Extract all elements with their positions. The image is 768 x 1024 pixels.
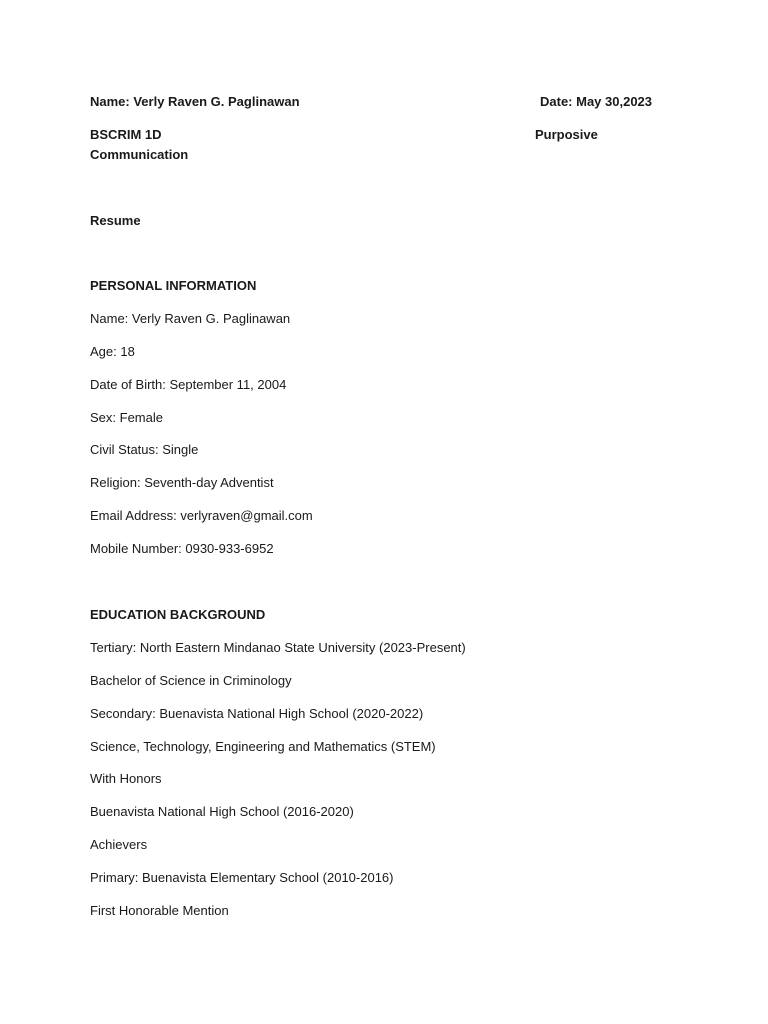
- personal-info-age: Age: 18: [90, 344, 135, 359]
- education-primary-award: First Honorable Mention: [90, 903, 229, 918]
- education-secondary-strand: Science, Technology, Engineering and Mathematics (STEM): [90, 739, 436, 754]
- personal-info-civil-status: Civil Status: Single: [90, 442, 199, 457]
- education-background-heading: EDUCATION BACKGROUND: [90, 607, 266, 622]
- header-name: Name: Verly Raven G. Paglinawan: [90, 94, 300, 109]
- header-date: Date: May 30,2023: [540, 94, 653, 109]
- personal-info-mobile: Mobile Number: 0930-933-6952: [90, 541, 274, 556]
- education-secondary-award: With Honors: [90, 771, 162, 786]
- education-tertiary: Tertiary: North Eastern Mindanao State University (2023-Present): [90, 640, 466, 655]
- education-tertiary-course: Bachelor of Science in Criminology: [90, 673, 292, 688]
- header-subject-part1: Purposive: [535, 127, 598, 142]
- personal-info-email: Email Address: verlyraven@gmail.com: [90, 508, 313, 523]
- document-title: Resume: [90, 213, 141, 228]
- header-subject-part2: Communication: [90, 147, 189, 162]
- personal-info-birthdate: Date of Birth: September 11, 2004: [90, 377, 287, 392]
- education-junior-high: Buenavista National High School (2016-2020): [90, 804, 354, 819]
- personal-information-heading: PERSONAL INFORMATION: [90, 278, 257, 293]
- personal-info-sex: Sex: Female: [90, 410, 163, 425]
- education-primary: Primary: Buenavista Elementary School (2010-2016): [90, 870, 394, 885]
- education-junior-high-award: Achievers: [90, 837, 148, 852]
- personal-info-religion: Religion: Seventh-day Adventist: [90, 475, 274, 490]
- education-secondary: Secondary: Buenavista National High School (2020-2022): [90, 706, 424, 721]
- header-course: BSCRIM 1D: [90, 127, 162, 142]
- personal-info-name: Name: Verly Raven G. Paglinawan: [90, 311, 291, 326]
